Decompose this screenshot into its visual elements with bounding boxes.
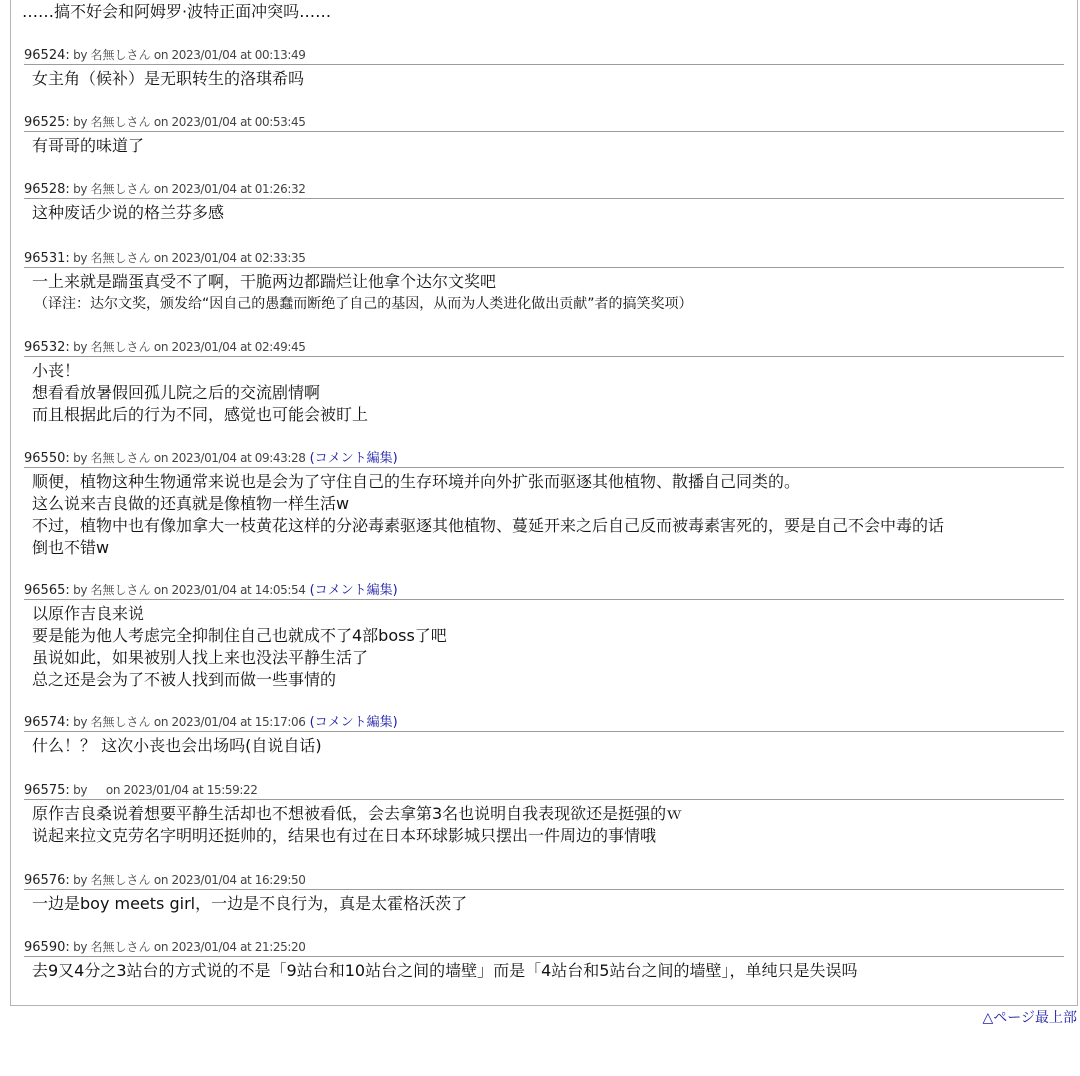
comment-post [24,339,1064,426]
comment-number: 96575: [24,783,70,798]
comment-timestamp: on 2023/01/04 at 21:25:20 [150,940,306,954]
comment-line: 小丧！ [32,361,81,380]
comment-header [24,339,1064,357]
edit-comment-link[interactable]: (コメント編集) [305,583,398,598]
comment-header [24,47,1064,65]
comment-author: 名無しさん [90,940,151,954]
comment-line: 去9又4分之3站台的方式说的不是「9站台和10站台之间的墙壁」而是「4站台和5站台之间的墙壁」，单纯只是失误吗 [32,961,858,980]
comment-author: 名無しさん [90,251,151,265]
comment-body [24,600,1064,691]
comment-line: 原作吉良桑说着想要平静生活却也不想被看低，会去拿第3名也说明自我表现欲还是挺强的ｗ [32,804,683,823]
comment-body [24,890,1064,915]
comment-line: 这种废话少说的格兰芬多感 [32,203,225,222]
comment-number: 96525: [24,115,70,130]
comment-timestamp: on 2023/01/04 at 14:05:54 [150,583,306,597]
comment-number: 96576: [24,873,70,888]
comment-line: 一边是boy meets girl，一边是不良行为，真是太霍格沃茨了 [32,894,468,913]
comment-header [24,939,1064,957]
edit-comment-link[interactable]: (コメント編集) [305,715,398,730]
comment-header [24,782,1064,800]
comment-by-label: by [69,340,91,354]
comment-number: 96528: [24,182,70,197]
comment-body [24,132,1064,157]
comment-body [24,732,1064,757]
comment-body [24,65,1064,90]
comment-meta [70,182,306,196]
comment-body [24,957,1064,982]
comment-by-label: by [69,451,91,465]
comment-number: 96532: [24,340,70,355]
comment-timestamp: on 2023/01/04 at 01:26:32 [150,182,306,196]
comment-header [24,250,1064,268]
comment-line: 什么！？ 这次小丧也会出场吗(自说自话) [32,736,322,755]
comment-meta [70,451,306,465]
comment-by-label: by [69,48,91,62]
comment-author: 名無しさん [90,583,151,597]
comment-meta [70,715,306,729]
comment-line: 要是能为他人考虑完全抑制住自己也就成不了4部boss了吧 [32,626,447,645]
comment-author [91,783,103,797]
comment-post [24,47,1064,90]
comment-line: 虽说如此，如果被别人找上来也没法平静生活了 [32,648,369,667]
edit-comment-link[interactable]: (コメント編集) [305,451,398,466]
comment-post [24,250,1064,315]
comment-timestamp: on 2023/01/04 at 00:53:45 [150,115,306,129]
comment-author: 名無しさん [90,873,151,887]
comment-by-label: by [69,873,91,887]
comment-header [24,450,1064,468]
previous-comment-tail: ……搞不好会和阿姆罗·波特正面冲突吗…… [22,2,332,21]
translator-note: （译注：达尔文奖，颁发给“因自己的愚蠢而断绝了自己的基因，从而为人类进化做出贡献”者的搞笑奖项） [34,296,693,312]
comment-number: 96565: [24,583,70,598]
comment-number: 96550: [24,451,70,466]
comment-header [24,114,1064,132]
comment-by-label: by [69,783,91,797]
comment-line: 说起来拉文克劳名字明明还挺帅的，结果也有过在日本环球影城只摆出一件周边的事情哦 [32,826,657,845]
comment-meta [70,115,306,129]
comment-author: 名無しさん [90,182,151,196]
comment-meta [70,251,306,265]
comment-post [24,450,1064,559]
comment-by-label: by [69,115,91,129]
comment-post [24,114,1064,157]
comment-post [24,181,1064,224]
comment-line: 不过，植物中也有像加拿大一枝黄花这样的分泌毒素驱逐其他植物、蔓延开来之后自己反而被毒素害死的，要是自己不会中毒的话 [32,516,945,535]
comment-timestamp: on 2023/01/04 at 02:49:45 [150,340,306,354]
comment-post [24,939,1064,982]
comment-line: 想看看放暑假回孤儿院之后的交流剧情啊 [32,383,321,402]
comment-line: 而且根据此后的行为不同，感觉也可能会被盯上 [32,405,369,424]
comment-timestamp: on 2023/01/04 at 02:33:35 [150,251,306,265]
comment-line: 倒也不错w [32,538,110,557]
comment-by-label: by [69,715,91,729]
comment-body [24,268,1064,315]
comment-meta [70,583,306,597]
comment-body [24,468,1064,559]
comment-body [24,357,1064,426]
comment-meta [70,48,306,62]
comment-timestamp: on 2023/01/04 at 15:17:06 [150,715,306,729]
comment-number: 96590: [24,940,70,955]
comment-timestamp: on 2023/01/04 at 09:43:28 [150,451,306,465]
comment-meta [70,940,306,954]
comment-header [24,714,1064,732]
comment-header [24,582,1064,600]
comment-timestamp: on 2023/01/04 at 16:29:50 [150,873,306,887]
comment-meta [70,783,258,797]
comment-by-label: by [69,182,91,196]
comment-author: 名無しさん [90,715,151,729]
comment-header [24,181,1064,199]
comment-timestamp: on 2023/01/04 at 00:13:49 [150,48,306,62]
comment-post [24,782,1064,847]
comment-number: 96574: [24,715,70,730]
page-top-link[interactable]: △ページ最上部 [982,1010,1077,1026]
comment-by-label: by [69,583,91,597]
comment-line: 一上来就是踹蛋真受不了啊，干脆两边都踹烂让他拿个达尔文奖吧 [32,272,497,291]
comment-post [24,872,1064,915]
comment-post [24,714,1064,757]
comment-number: 96524: [24,48,70,63]
comment-author: 名無しさん [90,115,151,129]
comment-post [24,582,1064,691]
comment-by-label: by [69,940,91,954]
comment-author: 名無しさん [90,451,151,465]
comment-timestamp: on 2023/01/04 at 15:59:22 [102,783,258,797]
comment-meta [70,340,306,354]
comment-number: 96531: [24,251,70,266]
comment-author: 名無しさん [90,48,151,62]
comment-line: 顺便，植物这种生物通常来说也是会为了守住自己的生存环境并向外扩张而驱逐其他植物、散播自己同类的。 [32,472,801,491]
comment-line: 有哥哥的味道了 [32,136,145,155]
comment-line: 这么说来吉良做的还真就是像植物一样生活w [32,494,350,513]
comment-meta [70,873,306,887]
comment-line: 总之还是会为了不被人找到而做一些事情的 [32,670,337,689]
comment-header [24,872,1064,890]
comment-body [24,800,1064,847]
comment-body [24,199,1064,224]
comment-line: 以原作吉良来说 [32,604,145,623]
comment-by-label: by [69,251,91,265]
comment-line: 女主角（候补）是无职转生的洛琪希吗 [32,69,305,88]
comment-author: 名無しさん [90,340,151,354]
